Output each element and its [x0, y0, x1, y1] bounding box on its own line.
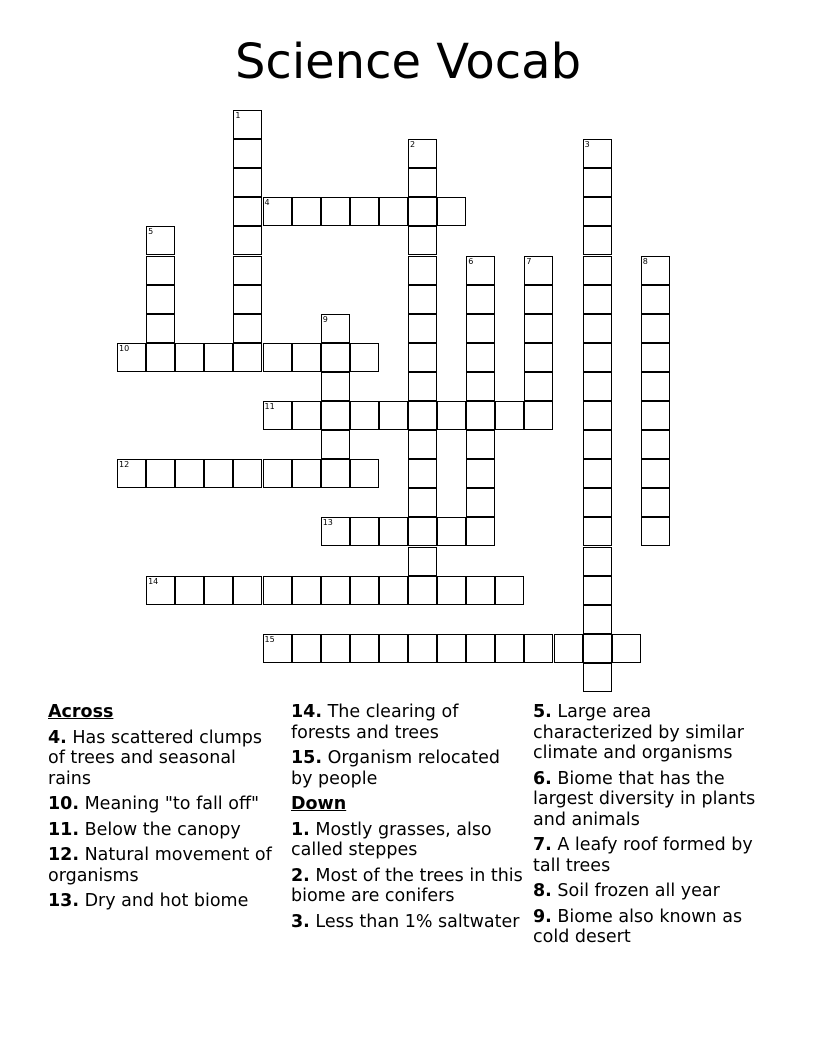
grid-cell[interactable]	[379, 634, 408, 663]
grid-cell[interactable]	[495, 634, 524, 663]
grid-cell[interactable]	[408, 139, 437, 168]
clue	[533, 769, 765, 831]
grid-cell[interactable]	[612, 634, 641, 663]
grid-cell[interactable]	[524, 285, 553, 314]
grid-cell[interactable]	[379, 576, 408, 605]
across-clue-list	[48, 728, 280, 912]
grid-cell[interactable]	[350, 401, 379, 430]
grid-cell[interactable]	[583, 372, 612, 401]
grid-cell[interactable]	[554, 634, 583, 663]
clue	[291, 912, 523, 933]
grid-cell[interactable]	[117, 459, 146, 488]
clue-number: 9.	[533, 906, 552, 927]
grid-cell[interactable]	[146, 343, 175, 372]
grid-cell[interactable]	[146, 285, 175, 314]
grid-cell[interactable]	[175, 576, 204, 605]
grid-cell[interactable]	[146, 314, 175, 343]
grid-cell[interactable]	[524, 401, 553, 430]
grid-cell[interactable]	[321, 517, 350, 546]
clue	[533, 702, 765, 764]
grid-cell[interactable]	[204, 459, 233, 488]
clue-number: 7	[526, 256, 532, 266]
grid-cell[interactable]	[524, 314, 553, 343]
grid-cell[interactable]	[583, 576, 612, 605]
grid-cell[interactable]	[408, 285, 437, 314]
down-clue-list	[291, 820, 523, 933]
clue-number: 10	[119, 343, 130, 353]
grid-cell[interactable]	[233, 314, 262, 343]
grid-cell[interactable]	[321, 372, 350, 401]
grid-cell[interactable]	[583, 256, 612, 285]
grid-cell[interactable]	[583, 547, 612, 576]
clue-number: 4.	[48, 727, 67, 748]
grid-cell[interactable]	[408, 168, 437, 197]
clue-text: Mostly grasses, also called steppes	[291, 819, 492, 860]
grid-cell[interactable]	[583, 459, 612, 488]
clue-number: 2.	[291, 865, 310, 886]
grid-cell[interactable]	[204, 343, 233, 372]
clue	[48, 728, 280, 790]
clue	[291, 820, 523, 861]
clue-text: Organism relocated by people	[291, 748, 500, 789]
grid-cell[interactable]	[379, 401, 408, 430]
grid-cell[interactable]	[350, 459, 379, 488]
grid-cell[interactable]	[321, 401, 350, 430]
grid-cell[interactable]	[583, 605, 612, 634]
grid-cell[interactable]	[292, 634, 321, 663]
grid-cell[interactable]	[408, 256, 437, 285]
clue-number: 2	[410, 140, 416, 150]
grid-cell[interactable]	[583, 634, 612, 663]
grid-cell[interactable]	[437, 197, 466, 226]
grid-cell[interactable]	[263, 634, 292, 663]
grid-cell[interactable]	[408, 314, 437, 343]
grid-cell[interactable]	[321, 314, 350, 343]
clue-number: 6.	[533, 768, 552, 789]
clue	[48, 845, 280, 886]
grid-cell[interactable]	[408, 401, 437, 430]
grid-cell[interactable]	[233, 459, 262, 488]
grid-cell[interactable]	[583, 343, 612, 372]
clue-text: Meaning "to fall off"	[79, 794, 260, 814]
grid-cell[interactable]	[146, 459, 175, 488]
grid-cell[interactable]	[408, 197, 437, 226]
clue	[48, 891, 280, 912]
clue-number: 11.	[48, 819, 80, 840]
grid-cell[interactable]	[408, 343, 437, 372]
clue-number: 5	[148, 227, 154, 237]
clue-number: 14	[148, 576, 159, 586]
grid-cell[interactable]	[292, 401, 321, 430]
puzzle-title: Science Vocab	[234, 34, 582, 90]
grid-cell[interactable]	[233, 285, 262, 314]
grid-cell[interactable]	[524, 343, 553, 372]
grid-cell[interactable]	[466, 488, 495, 517]
grid-cell[interactable]	[350, 197, 379, 226]
grid-cell[interactable]	[233, 343, 262, 372]
clue-text: Large area characterized by similar climate and organisms	[533, 702, 744, 763]
grid-cell[interactable]	[466, 372, 495, 401]
grid-cell[interactable]	[233, 139, 262, 168]
grid-cell[interactable]	[641, 401, 670, 430]
clue-text: Biome also known as cold desert	[533, 906, 743, 947]
grid-cell[interactable]	[350, 517, 379, 546]
clues-column-3	[533, 702, 765, 953]
clue-text: Soil frozen all year	[551, 881, 720, 901]
clue	[291, 866, 523, 907]
grid-cell[interactable]	[437, 401, 466, 430]
clues-column-2	[291, 702, 523, 937]
grid-cell[interactable]	[233, 576, 262, 605]
grid-cell[interactable]	[466, 256, 495, 285]
grid-cell[interactable]	[146, 226, 175, 255]
clue-number: 4	[264, 198, 270, 208]
clue	[291, 702, 523, 743]
grid-cell[interactable]	[583, 430, 612, 459]
grid-cell[interactable]	[263, 459, 292, 488]
clue	[533, 881, 765, 902]
grid-cell[interactable]	[350, 576, 379, 605]
grid-cell[interactable]	[437, 576, 466, 605]
clue-text: A leafy roof formed by tall trees	[533, 835, 753, 876]
grid-cell[interactable]	[408, 547, 437, 576]
grid-cell[interactable]	[233, 168, 262, 197]
grid-cell[interactable]	[466, 430, 495, 459]
clue-number: 10.	[48, 794, 80, 814]
grid-cell[interactable]	[466, 459, 495, 488]
grid-cell[interactable]	[321, 459, 350, 488]
clue-number: 13.	[48, 891, 80, 911]
grid-cell[interactable]	[583, 517, 612, 546]
grid-cell[interactable]	[321, 343, 350, 372]
clue-number: 12.	[48, 845, 80, 865]
clue-number: 1.	[291, 819, 310, 840]
clue-text: Biome that has the largest diversity in plants and animals	[533, 768, 756, 830]
grid-cell[interactable]	[233, 197, 262, 226]
clue-text: Has scattered clumps of trees and seasonal rains	[48, 727, 263, 789]
grid-cell[interactable]	[641, 459, 670, 488]
grid-cell[interactable]	[408, 488, 437, 517]
grid-cell[interactable]	[583, 314, 612, 343]
clues-column-1	[48, 702, 280, 917]
grid-cell[interactable]	[263, 343, 292, 372]
grid-cell[interactable]	[524, 372, 553, 401]
grid-cell[interactable]	[524, 256, 553, 285]
grid-cell[interactable]	[641, 256, 670, 285]
clue-number: 1	[235, 111, 241, 120]
clue	[48, 820, 280, 841]
across-heading: Across	[48, 702, 114, 722]
grid-cell[interactable]	[379, 517, 408, 546]
grid-cell[interactable]	[466, 517, 495, 546]
grid-cell[interactable]	[583, 168, 612, 197]
across-clue-list-continued	[291, 702, 523, 789]
grid-cell[interactable]	[292, 343, 321, 372]
clue	[48, 794, 280, 815]
grid-cell[interactable]	[583, 663, 612, 692]
clue	[533, 835, 765, 876]
grid-cell[interactable]	[583, 197, 612, 226]
grid-cell[interactable]	[641, 517, 670, 546]
clue-number: 12	[119, 460, 130, 470]
grid-cell[interactable]	[292, 459, 321, 488]
grid-cell[interactable]	[233, 256, 262, 285]
grid-cell[interactable]	[350, 634, 379, 663]
grid-cell[interactable]	[146, 256, 175, 285]
clue-number: 5.	[533, 702, 552, 722]
grid-cell[interactable]	[437, 634, 466, 663]
grid-cell[interactable]	[292, 576, 321, 605]
grid-cell[interactable]	[175, 343, 204, 372]
grid-cell[interactable]	[495, 576, 524, 605]
grid-cell[interactable]	[350, 343, 379, 372]
clue-text: The clearing of forests and trees	[291, 702, 459, 743]
grid-cell[interactable]	[379, 197, 408, 226]
grid-cell[interactable]	[233, 110, 262, 139]
clue-text: Natural movement of organisms	[48, 845, 272, 886]
grid-cell[interactable]	[292, 197, 321, 226]
grid-cell[interactable]	[204, 576, 233, 605]
grid-cell[interactable]	[583, 488, 612, 517]
grid-cell[interactable]	[641, 372, 670, 401]
grid-cell[interactable]	[175, 459, 204, 488]
clue-text: Dry and hot biome	[79, 891, 249, 911]
grid-cell[interactable]	[321, 576, 350, 605]
clue-number: 9	[322, 314, 328, 324]
clue	[533, 907, 765, 948]
grid-cell[interactable]	[321, 430, 350, 459]
grid-cell[interactable]	[408, 517, 437, 546]
grid-cell[interactable]	[233, 226, 262, 255]
grid-cell[interactable]	[466, 343, 495, 372]
clue-number: 11	[264, 402, 275, 411]
grid-cell[interactable]	[408, 430, 437, 459]
grid-cell[interactable]	[408, 634, 437, 663]
grid-cell[interactable]	[263, 576, 292, 605]
clue-number: 3.	[291, 911, 310, 932]
down-clue-list-continued	[533, 702, 765, 948]
clue-number: 6	[468, 256, 474, 266]
clue-number: 8	[642, 256, 648, 266]
clue-text: Below the canopy	[79, 819, 241, 840]
grid-cell[interactable]	[146, 576, 175, 605]
grid-cell[interactable]	[117, 343, 146, 372]
clue-number: 14.	[291, 702, 323, 722]
clue	[291, 748, 523, 789]
clue-number: 8.	[533, 881, 552, 901]
clue-number: 3	[584, 140, 590, 150]
grid-cell[interactable]	[321, 634, 350, 663]
clue-number: 15	[264, 634, 275, 644]
grid-cell[interactable]	[321, 197, 350, 226]
clue-number: 13	[322, 518, 333, 528]
down-heading: Down	[291, 794, 347, 814]
grid-cell[interactable]	[437, 517, 466, 546]
grid-cell[interactable]	[466, 285, 495, 314]
grid-cell[interactable]	[408, 459, 437, 488]
grid-cell[interactable]	[466, 576, 495, 605]
grid-cell[interactable]	[583, 401, 612, 430]
clue-number: 15.	[291, 748, 323, 768]
clue-text: Most of the trees in this biome are conifers	[291, 865, 523, 906]
grid-cell[interactable]	[583, 226, 612, 255]
grid-cell[interactable]	[524, 634, 553, 663]
grid-cell[interactable]	[408, 372, 437, 401]
grid-cell[interactable]	[408, 576, 437, 605]
grid-cell[interactable]	[263, 401, 292, 430]
grid-cell[interactable]	[495, 401, 524, 430]
grid-cell[interactable]	[641, 488, 670, 517]
grid-cell[interactable]	[641, 343, 670, 372]
grid-cell[interactable]	[466, 401, 495, 430]
grid-cell[interactable]	[641, 430, 670, 459]
grid-cell[interactable]	[641, 314, 670, 343]
grid-cell[interactable]	[583, 139, 612, 168]
clue-number: 7.	[533, 835, 552, 855]
grid-cell[interactable]	[408, 226, 437, 255]
grid-cell[interactable]	[466, 634, 495, 663]
grid-cell[interactable]	[466, 314, 495, 343]
grid-cell[interactable]	[583, 285, 612, 314]
grid-cell[interactable]	[263, 197, 292, 226]
clue-text: Less than 1% saltwater	[309, 911, 520, 932]
grid-cell[interactable]	[641, 285, 670, 314]
